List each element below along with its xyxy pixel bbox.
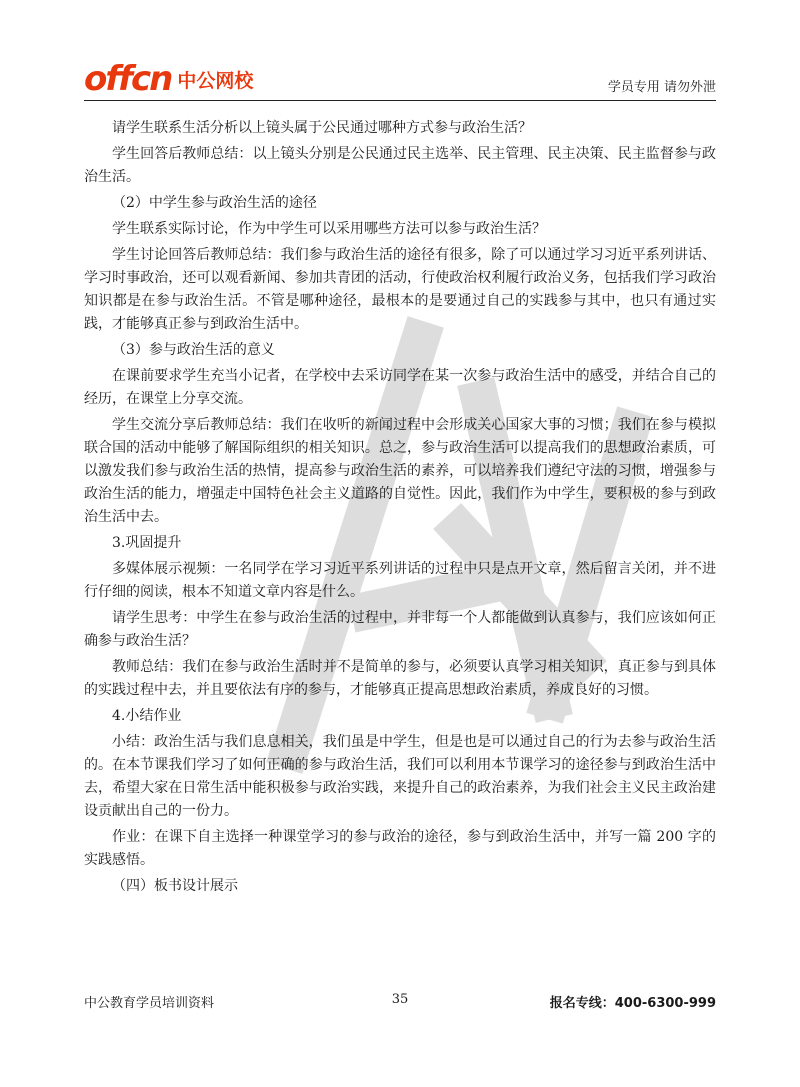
paragraph: 学生讨论回答后教师总结：我们参与政治生活的途径有很多，除了可以通过学习习近平系列讲话、学习时事政治，还可以观看新闻、参加共青团的活动，行使政治权利履行政治义务，包括我们学习政治知识都是在参与政治生活。不管是哪种途径，最根本的是要通过自己的实践参与其中，也只有通过实践，才能够真正参与到政治生活中。 — [84, 247, 716, 332]
page-number: 35 — [391, 992, 409, 1007]
paragraph: 多媒体展示视频：一名同学在学习习近平系列讲话的过程中只是点开文章，然后留言关闭，并不进行仔细的阅读，根本不知道文章内容是什么。 — [84, 561, 716, 600]
section-heading: 3.巩固提升 — [112, 535, 182, 551]
footer-hotline: 报名专线：400-6300-999 — [549, 996, 716, 1011]
paragraph: 作业：在课下自主选择一种课堂学习的参与政治的途径，参与到政治生活中，并写一篇 200 字的实践感悟。 — [84, 829, 716, 868]
logo-wordmark: offcn — [84, 59, 172, 99]
header-notice: 学员专用 请勿外泄 — [607, 80, 716, 95]
offcn-logo — [84, 58, 254, 99]
paragraph: 在课前要求学生充当小记者，在学校中去采访同学在某一次参与政治生活中的感受，并结合自己的经历，在课堂上分享交流。 — [84, 368, 716, 407]
section-heading: （3）参与政治生活的意义 — [112, 342, 275, 358]
paragraph: 学生回答后教师总结：以上镜头分别是公民通过民主选举、民主管理、民主决策、民主监督参与政治生活。 — [84, 146, 716, 185]
section-heading: 4.小结作业 — [112, 708, 182, 724]
page-footer — [84, 992, 716, 1016]
footer-source: 中公教育学员培训资料 — [84, 996, 215, 1011]
paragraph: 教师总结：我们在参与政治生活时并不是简单的参与，必须要认真学习相关知识，真正参与到具体的实践过程中去，并且要依法有序的参与，才能够真正提高思想政治素质，养成良好的习惯。 — [84, 659, 716, 698]
section-heading: （四）板书设计展示 — [112, 878, 238, 894]
document-body — [84, 117, 716, 901]
paragraph: 请学生思考：中学生在参与政治生活的过程中，并非每一个人都能做到认真参与，我们应该如何正确参与政治生活？ — [84, 610, 716, 649]
paragraph: 学生联系实际讨论，作为中学生可以采用哪些方法可以参与政治生活？ — [112, 221, 546, 237]
section-heading: （2）中学生参与政治生活的途径 — [112, 195, 317, 211]
logo-chinese-name: 中公网校 — [177, 70, 254, 92]
paragraph: 学生交流分享后教师总结：我们在收听的新闻过程中会形成关心国家大事的习惯；我们在参与模拟联合国的活动中能够了解国际组织的相关知识。总之，参与政治生活可以提高我们的思想政治素质，可以激发我们参与政治生活的热情，提高参与政治生活的素养，可以培养我们遵纪守法的习惯，增强参与政治生活的能力，增强走中国特色社会主义道路的自觉性。因此，我们作为中学生，要积极的参与到政治生活中去。 — [84, 417, 716, 525]
paragraph: 请学生联系生活分析以上镜头属于公民通过哪种方式参与政治生活？ — [112, 120, 532, 136]
page-header — [84, 56, 716, 101]
paragraph: 小结：政治生活与我们息息相关，我们虽是中学生，但是也是可以通过自己的行为去参与政治生活的。在本节课我们学习了如何正确的参与政治生活，我们可以利用本节课学习的途径参与到政治生活中去，希望大家在日常生活中能积极参与政治实践，来提升自己的政治素养，为我们社会主义民主政治建设贡献出自己的一份力。 — [84, 734, 716, 819]
